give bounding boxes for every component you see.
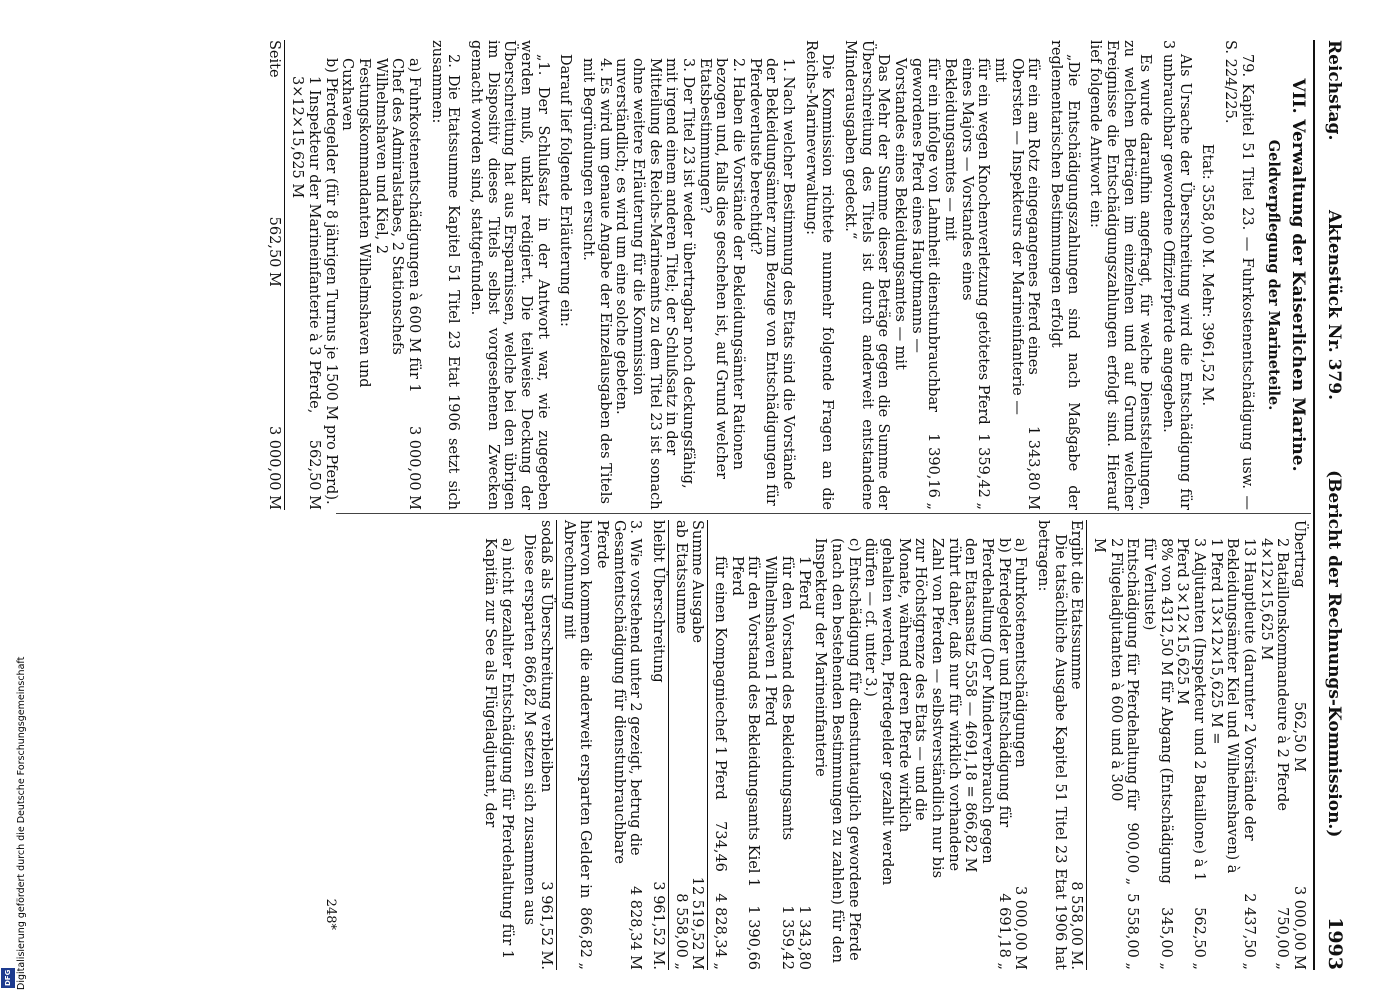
budget-amount: 900,00 „: [1124, 822, 1141, 886]
entry-text: für ein wegen Knochenverletzung getötetes Pferd eines Majors — Vorstandes eines Bekleidungsamtes — mit: [942, 58, 992, 425]
horse-total: 4 828,34 „: [712, 893, 729, 970]
expense-amount: 4 691,18 „: [995, 893, 1012, 970]
paragraph: „1. Der Schlußsatz in der Antwort war, wie zugegeben werden muß, unklar redigiert. Die teilweise Deckung der Überschreitung hat aus Ersparnissen, welche bei den übrigen im Dispositiv dieses Titels selbst vorgesehenen Zwecken gemacht worden sind, stattgefunden.: [467, 40, 551, 510]
entry-amount: 1 359,42 „: [975, 433, 992, 510]
calc-amount: 4 828,34 M: [627, 885, 644, 970]
horse-row: [795, 520, 812, 970]
budget-text: 2 Bataillonskommandeure à 2 Pferde 4×12×15,625 M: [1257, 538, 1291, 811]
entry-amount: 1 390,16 „: [925, 433, 942, 510]
horse-text: für den Vorstand des Bekleidungsamts Wilhelmshaven 1 Pferd: [762, 556, 795, 841]
header-rule: [1313, 40, 1315, 970]
calc-row: [560, 520, 593, 970]
calc-amount: 866,82 „: [577, 907, 594, 970]
page-header: [1315, 40, 1345, 970]
total-row: [649, 520, 669, 970]
calc-row: [537, 520, 557, 970]
horse-amount: 1 343,80: [795, 905, 812, 970]
total-amount: 3 961,52 M.: [650, 881, 667, 970]
total-label: Summe Ausgabe: [689, 520, 706, 644]
carryover-b: 3 000,00 M: [1291, 885, 1307, 970]
paragraph: Die tatsächliche Ausgabe Kapitel 51 Titel 23 Etat 1906 hat betragen:: [1034, 520, 1068, 970]
horse-text: für den Vorstand des Bekleidungsamts Kiel 1 Pferd: [728, 556, 762, 888]
subtotal-a: 562,50 M: [266, 216, 283, 287]
expense-row: [1012, 520, 1029, 970]
right-column: [481, 520, 1307, 970]
budget-text: 8% von 4312,50 M für Abgang (Entschädigung für Verluste): [1140, 538, 1174, 884]
budget-row: [1140, 520, 1173, 970]
calc-text: sodaß als Überschreitung verbleiben: [538, 520, 555, 793]
budget-row: [289, 40, 322, 510]
horse-row: [762, 520, 795, 970]
calc-row: [593, 520, 643, 970]
digitization-sidebar: [0, 0, 27, 1000]
horse-amount: 1 359,42: [778, 905, 795, 970]
carryover-row: [1290, 520, 1307, 970]
budget-row: [1090, 520, 1140, 970]
etat-sum-amount: 8 558,00 M.: [1068, 881, 1085, 970]
etat-sum-label: Ergibt die Etatssumme: [1068, 520, 1085, 690]
total-row: [672, 520, 689, 970]
etat-sum-row: [1068, 520, 1088, 970]
total-label: bleibt Überschreitung: [650, 520, 667, 683]
paragraph: „Die Entschädigungszahlungen sind nach Maßgabe der reglementarischen Bestimmungen erfolgt: [1048, 40, 1081, 510]
document-page: [266, 40, 1346, 970]
budget-text: 3 Adjutanten (Inspekteur und 2 Bataillone) à 1 Pferd 3×12×15,625 M: [1174, 538, 1207, 882]
horse-row: [711, 520, 728, 970]
paragraph: Das Mehr der Summe dieser Beträge gegen die Summe der Überschreitung des Titels ist durch anderweit entstandene Minderausgaben gedeckt.“: [842, 40, 892, 510]
paragraph: Als Ursache der Überschreitung wird die Entschädigung für 3 unbrauchbar gewordene Offizierpferde angegeben.: [1160, 40, 1193, 510]
page-number: 1993: [1324, 917, 1346, 970]
paragraph: a) nicht gezahlter Entschädigung für Pferdehaltung für 1 Kapitän zur See als Flügeladjutant, der: [482, 538, 515, 960]
total-amount: 12 519,52 M: [689, 876, 706, 970]
expense-row: [862, 520, 1012, 970]
budget-amount: 562,50 M: [305, 439, 322, 510]
horse-amount: 734,46: [712, 821, 729, 872]
horse-row: [728, 520, 761, 970]
subtotal-b: 3 000,00 M: [266, 425, 283, 510]
horse-text: für einen Kompagniechef 1 Pferd: [712, 556, 729, 800]
budget-text: 1 Inspekteur der Marineinfanterie à 3 Pferde, 3×12×15,625 M: [289, 76, 322, 414]
entry-row: [941, 40, 991, 510]
calc-text: hiervon kommen die anderweit ersparten Gelder in Abrechnung mit: [560, 520, 594, 899]
calc-text: 3. Wie vorstehend unter 2 gezeigt, betrug die Gesamtentschädigung für dienstunbrauchbare Pferde: [594, 520, 644, 865]
etat-line: Etat: 3558,00 M. Mehr: 3961,52 M.: [1199, 143, 1216, 407]
budget-amount: 3 000,00 M: [405, 425, 422, 510]
question: 4. Es wird um genaue Angabe der Einzelausgaben des Titels mit Begründungen ersucht.: [579, 58, 613, 504]
budget-row: b) Pferdegelder (für 8 jährigen Turnus je 1500 M pro Pferd).: [322, 58, 339, 505]
entry-row: [991, 40, 1041, 510]
calc-amount: 3 961,52 M.: [538, 881, 555, 970]
total-row: [689, 520, 709, 970]
expense-amount: 3 000,00 M: [1012, 885, 1029, 970]
question: 1. Nach welcher Bestimmung des Etats sind die Vorstände der Bekleidungsämter zum Bezuge von Entschädigungen für Pferdeverluste berechtigt?: [746, 58, 796, 506]
signature-mark: 248*: [323, 898, 338, 930]
section-title: VII. Verwaltung der Kaiserlichen Marine.: [1288, 78, 1308, 472]
digitization-notice: Digitalisierung gefördert durch die Deutsche Forschungsgemeinschaft: [16, 656, 27, 990]
item-79-title: 79. Kapitel 51 Titel 23. — Fuhrkostenentschädigung usw. — S. 224/225.: [1222, 40, 1255, 510]
header-left: Reichstag.: [1324, 40, 1344, 141]
budget-text: a) Fuhrkostenentschädigungen à 600 M für 1 Chef des Admiralstabes, 2 Stationschefs Wilhelmshaven und Kiel, 2 Festungskommandanten Wilhelmshaven und Cuxhaven: [339, 58, 422, 393]
expense-text: a) Fuhrkostenentschädigungen: [1012, 538, 1029, 768]
paragraph: Die Kommission richtete nunmehr folgende Fragen an die Reichs-Marineverwaltung:: [802, 40, 836, 510]
entry-text: für ein infolge von Lahmheit dienstunbrauchbar gewordenes Pferd eines Hauptmanns — Vorstandes eines Bekleidungsamtes — mit: [892, 58, 942, 413]
budget-text: Entschädigung für Pferdehaltung für 2 Flügeladjutanten à 600 und à 300 M: [1090, 538, 1141, 811]
paragraph: 2. Die Etatssumme Kapitel 51 Titel 23 Etat 1906 setzt sich zusammen:: [428, 40, 462, 510]
expense-row: c) Entschädigung für dienstuntauglich gewordene Pferde (nach den bestehenden Bestimmungen zu zahlen) für den Inspekteur der Marineinfanterie: [812, 538, 862, 963]
entry-text: für ein am Rotz eingegangenes Pferd eines Obersten — Inspekteurs der Marineinfanterie — mit: [992, 58, 1042, 415]
carryover-a: 562,50 M: [1291, 701, 1307, 772]
budget-row: [1257, 520, 1290, 970]
left-column: [266, 40, 1307, 510]
budget-text: 13 Hauptleute (darunter 2 Vorstände der Bekleidungsämter Kiel und Wilhelmshaven) à 1 Pferd 13×12×15,625 M =: [1207, 538, 1257, 874]
paragraph: Diese ersparten 866,82 M setzen sich zusammen aus: [521, 534, 538, 926]
budget-amount: 2 437,50 „: [1240, 893, 1257, 970]
budget-row: [1207, 520, 1257, 970]
column-divider: [336, 513, 1311, 514]
budget-amount: 562,50 „: [1190, 907, 1207, 970]
budget-total: 5 558,00 „: [1124, 893, 1141, 970]
carryover-label: Übertrag: [1291, 520, 1307, 588]
subtotal-label: Seite: [266, 40, 283, 78]
total-label: ab Etatssumme: [672, 520, 689, 634]
budget-amount: 750,00 „: [1274, 907, 1291, 970]
horse-text: 1 Pferd: [795, 556, 812, 610]
horse-amount: 1 390,66: [745, 905, 762, 970]
paragraph: Darauf lief folgende Erläuterung ein:: [557, 54, 574, 327]
header-right: (Bericht der Rechnungs-Kommission.): [1324, 470, 1344, 838]
dfg-logo: DFG: [1, 968, 15, 988]
question: 2. Haben die Vorstände der Bekleidungsämter Rationen bezogen und, falls dies geschehen ist, auf Grund welcher Etatsbestimmungen?: [696, 58, 746, 480]
total-amount: 8 558,00 „: [672, 893, 689, 970]
budget-row: [339, 40, 422, 510]
budget-row: [1174, 520, 1207, 970]
question: 3. Der Titel 23 ist weder übertragbar noch deckungsfähig, mit irgend einem anderen Titel; der Schlußsatz in der Mitteilung des Reichs-Marineamts zu dem Titel 23 ist sonach ohne weitere Erläuterung für die Kommission unverständlich; es wird um eine solche gebeten.: [613, 58, 696, 510]
paragraph: Es wurde daraufhin angefragt, für welche Dienststellungen, zu welchen Beträgen im einzelnen und auf Grund welcher Ereignisse die Entschädigungszahlungen erfolgt sind. Hierauf lief folgende Antwort ein:: [1087, 40, 1154, 510]
header-middle: Aktenstück Nr. 379.: [1324, 210, 1344, 401]
expense-text: b) Pferdegelder und Entschädigung für Pferdehaltung (Der Minderverbrauch gegen den Etatsansatz 5558 — 4691,18 = 866,82 M rührt daher, daß nur für wirklich vorhandene Zahl von Pferden — selbstverständlich nur bis zur Höchstgrenze des Etats — und die Monate, während deren Pferde wirklich gehalten werden, Pferdegelder gezahlt werden dürfen — cf. unter 3.): [862, 538, 1012, 886]
budget-amount: 345,00 „: [1157, 907, 1174, 970]
section-subtitle: Geldverpflegung der Marineteile.: [1265, 139, 1283, 411]
entry-row: [891, 40, 941, 510]
page-subtotal: [266, 40, 286, 510]
entry-amount: 1 343,80 M: [1025, 425, 1042, 510]
